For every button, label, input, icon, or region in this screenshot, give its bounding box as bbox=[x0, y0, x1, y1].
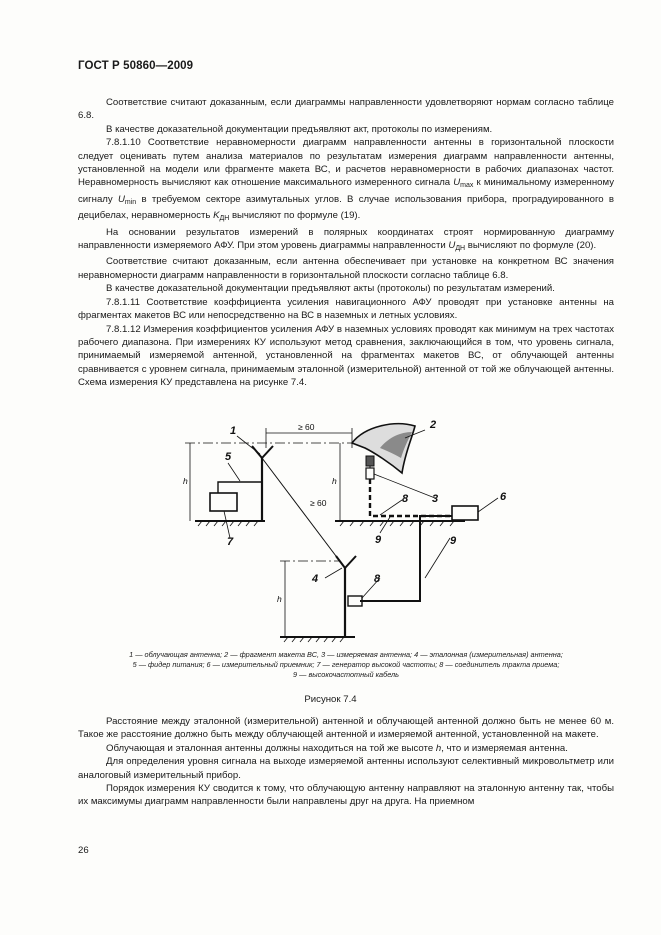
paragraph: Порядок измерения КУ сводится к тому, что облучающую антенну направляют на эталонную антенну так, чтобы их максимумы диаграмм направленности были направлены друг на друга. На приемном bbox=[78, 783, 614, 808]
label-8-bottom: 8 bbox=[374, 573, 381, 585]
paragraph: В качестве доказательной документации предъявляют акт, протоколы по измерениям. bbox=[106, 123, 493, 135]
document-header: ГОСТ Р 50860—2009 bbox=[78, 60, 194, 72]
label-2: 2 bbox=[430, 419, 437, 431]
label-4: 4 bbox=[312, 573, 319, 585]
height-mid: h bbox=[332, 476, 337, 486]
figure-title: Рисунок 7.4 bbox=[304, 694, 357, 705]
label-9-right: 9 bbox=[450, 535, 457, 547]
paragraph: Расстояние между эталонной (измерительной) антенной и облучающей антенной должно быть не менее 60 м. Такое же расстояние должно быть между облучающей антенной и измеряемой антенной, установленной на макете. bbox=[78, 716, 614, 741]
label-9: 9 bbox=[375, 534, 382, 546]
label-1: 1 bbox=[230, 425, 237, 437]
distance-diagonal: ≥ 60 bbox=[310, 498, 327, 508]
page-number: 26 bbox=[78, 845, 89, 856]
paragraph: В качестве доказательной документации предъявляют акты (протоколы) по результатам измерений. bbox=[106, 283, 555, 295]
label-7: 7 bbox=[227, 536, 234, 548]
label-5: 5 bbox=[225, 451, 232, 463]
measurement-diagram bbox=[180, 418, 540, 648]
body-text-bottom bbox=[78, 715, 614, 809]
paragraph: Соответствие считают доказанным, если антенна обеспечивает при установке на конкретном ВС значения неравномерности диаграмм направленности в горизонтальной плоскости согласно таблице 6.8. bbox=[78, 256, 614, 281]
paragraph: Для определения уровня сигнала на выходе измеряемой антенны используют селективный микровольтметр или аналоговый измерительный прибор. bbox=[78, 756, 614, 781]
paragraph: На основании результатов измерений в полярных координатах строят нормированную диаграмму направленности измеряемого АФУ. При этом уровень диаграммы направленности $U_{ДН}$ вычисляют по формуле (20). bbox=[78, 226, 614, 253]
paragraph: Соответствие считают доказанным, если диаграммы направленности удовлетворяют нормам согласно таблице 6.8. bbox=[78, 97, 614, 122]
paragraph: 7.8.1.11 Соответствие коэффициента усиления навигационного АФУ проводят при установке антенны на фрагментах макетов ВС или непосредственно на ВС в наземных и летных условиях. bbox=[78, 296, 614, 322]
paragraph: Облучающая и эталонная антенны должны находиться на той же высоте h, что и измеряемая антенна. bbox=[106, 742, 568, 754]
label-6: 6 bbox=[500, 491, 507, 503]
height-left: h bbox=[183, 476, 188, 486]
figure-legend: 1 — облучающая антенна; 2 — фрагмент макета ВС, 3 — измеряемая антенна; 4 — эталонная (измерительная) антенна; 5 — фидер питания; 6 — измерительный приемник; 7 — генератор высокой частоты; 8 — соединитель тракта приема; 9 — высокочастотный кабель bbox=[129, 650, 563, 679]
distance-top: ≥ 60 bbox=[298, 422, 315, 432]
label-8: 8 bbox=[402, 493, 409, 505]
height-bottom: h bbox=[277, 594, 282, 604]
paragraph: 7.8.1.10 Соответствие неравномерности диаграмм направленности антенны в горизонтальной плоскости следует оценивать путем анализа материалов по результатам измерения диаграмм направленности антенны, установленной на модели или фрагменте макета ВС, и расчетов неравномерности в рабочих диапазонах частот. Неравномерность вычисляют как отношение максимального измеренного сигнала $U_{max}$ к минимальному измеренному сигналу $U_{min}$ в требуемом секторе азимутальных углов. В случае использования прибора, проградуированного в децибелах, неравномерность $K_{ДН}$ вычисляют по формуле (19). bbox=[78, 137, 614, 223]
label-3: 3 bbox=[432, 493, 439, 505]
paragraph: 7.8.1.12 Измерения коэффициентов усиления АФУ в наземных условиях проводят как минимум на трех частотах рабочего диапазона. При измерениях КУ используют метод сравнения, заключающийся в том, что уровень сигнала, принимаемый измеряемой антенной, установленной на фрагментах макетов ВС, от облучающей антенны сравнивается с уровнем сигнала, принимаемым эталонной (измерительной) антенной от той же облучающей антенны. Схема измерения КУ представлена на рисунке 7.4. bbox=[78, 323, 614, 389]
body-text bbox=[78, 96, 614, 390]
